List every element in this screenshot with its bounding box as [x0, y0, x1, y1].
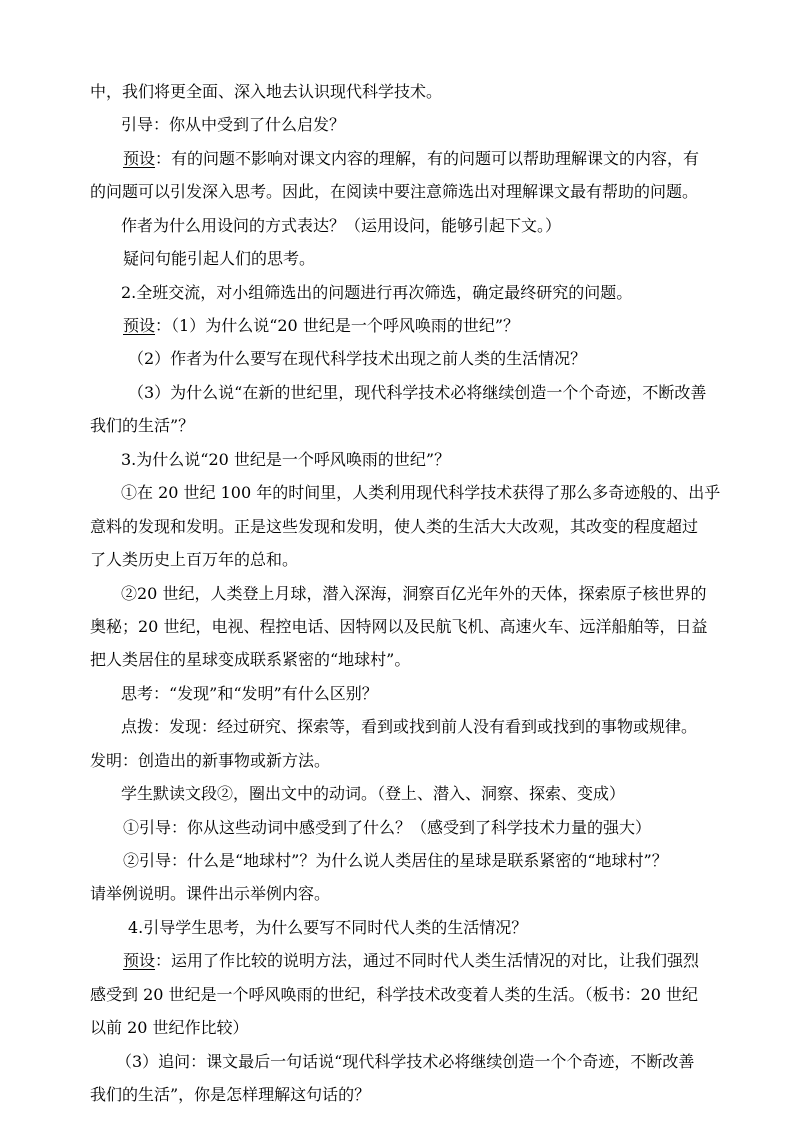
text-line-3: 预设：有的问题不影响对课文内容的理解，有的问题可以帮助理解课文的内容，有 [123, 149, 700, 168]
text-line-22: 学生默读文段②，圈出文中的动词。（登上、潜入、洞察、探索、变成） [121, 784, 626, 803]
text-line-25: 请举例说明。课件出示举例内容。 [90, 884, 331, 903]
text-line-4: 的问题可以引发深入思考。因此，在阅读中要注意筛选出对理解课文最有帮助的问题。 [90, 182, 699, 201]
text-line-2: 引导：你从中受到了什么启发？ [121, 115, 346, 134]
text-line-1: 中，我们将更全面、深入地去认识现代科学技术。 [90, 82, 443, 101]
text-line-16: ②20 世纪，人类登上月球，潜入深海，洞察百亿光年外的天体，探索原子核世界的 [121, 584, 707, 603]
preset-label: 预设 [123, 951, 156, 970]
text-line-11: 我们的生活”？ [90, 416, 195, 435]
text-line-6: 疑问句能引起人们的思考。 [123, 249, 316, 268]
text-line-13: ①在 20 世纪 100 年的时间里，人类利用现代科学技术获得了那么多奇迹般的、出乎 [121, 483, 721, 502]
text-line-28: 感受到 20 世纪是一个呼风唤雨的世纪，科学技术改变着人类的生活。（板书：20 世纪 [90, 985, 698, 1004]
text-line-10: （3）为什么说“在新的世纪里，现代科学技术必将继续创造一个个奇迹，不断改善 [128, 383, 707, 402]
text-line-27: 预设：运用了作比较的说明方法，通过不同时代人类生活情况的对比，让我们强烈 [123, 951, 700, 970]
preset-label: 预设 [123, 149, 156, 168]
text-line-20: 点拨：发现：经过研究、探索等，看到或找到前人没有看到或找到的事物或规律。 [121, 717, 698, 736]
text-line-5: 作者为什么用设问的方式表达？（运用设问，能够引起下文。） [121, 216, 562, 235]
text-line-30: （3）追问：课文最后一句话说“现代科学技术必将继续创造一个个奇迹，不断改善 [116, 1052, 695, 1071]
text-line-7: 2.全班交流，对小组筛选出的问题进行再次筛选，确定最终研究的问题。 [121, 283, 633, 302]
text-line-14: 意料的发现和发明。正是这些发现和发明，使人类的生活大大改观，其改变的程度超过 [90, 517, 699, 536]
text-line-9: （2）作者为什么要写在现代科学技术出现之前人类的生活情况？ [128, 349, 587, 368]
text-line-29: 以前 20 世纪作比较） [90, 1018, 249, 1037]
text-line-23: ①引导：你从这些动词中感受到了什么？（感受到了科学技术力量的强大） [123, 818, 652, 837]
text-line-24: ②引导：什么是“地球村”？为什么说人类居住的星球是联系紧密的“地球村”？ [123, 851, 668, 870]
text-line-31: 我们的生活”，你是怎样理解这句话的？ [90, 1085, 371, 1104]
text-line-26: 4.引导学生思考，为什么要写不同时代人类的生活情况？ [128, 918, 528, 937]
text-line-18: 把人类居住的星球变成联系紧密的“地球村”。 [90, 650, 411, 669]
text-line-12: 3.为什么说“20 世纪是一个呼风唤雨的世纪”？ [121, 450, 451, 469]
text-line-15: 了人类历史上百万年的总和。 [90, 550, 299, 569]
text-line-8: 预设：（1）为什么说“20 世纪是一个呼风唤雨的世纪”？ [123, 316, 520, 335]
text-line-21: 发明：创造出的新事物或新方法。 [90, 751, 331, 770]
text-line-19: 思考：“发现”和“发明”有什么区别？ [121, 684, 378, 703]
text-line-17: 奥秘；20 世纪，电视、程控电话、因特网以及民航飞机、高速火车、远洋船舶等，日益 [90, 617, 708, 636]
preset-label: 预设 [123, 316, 156, 335]
